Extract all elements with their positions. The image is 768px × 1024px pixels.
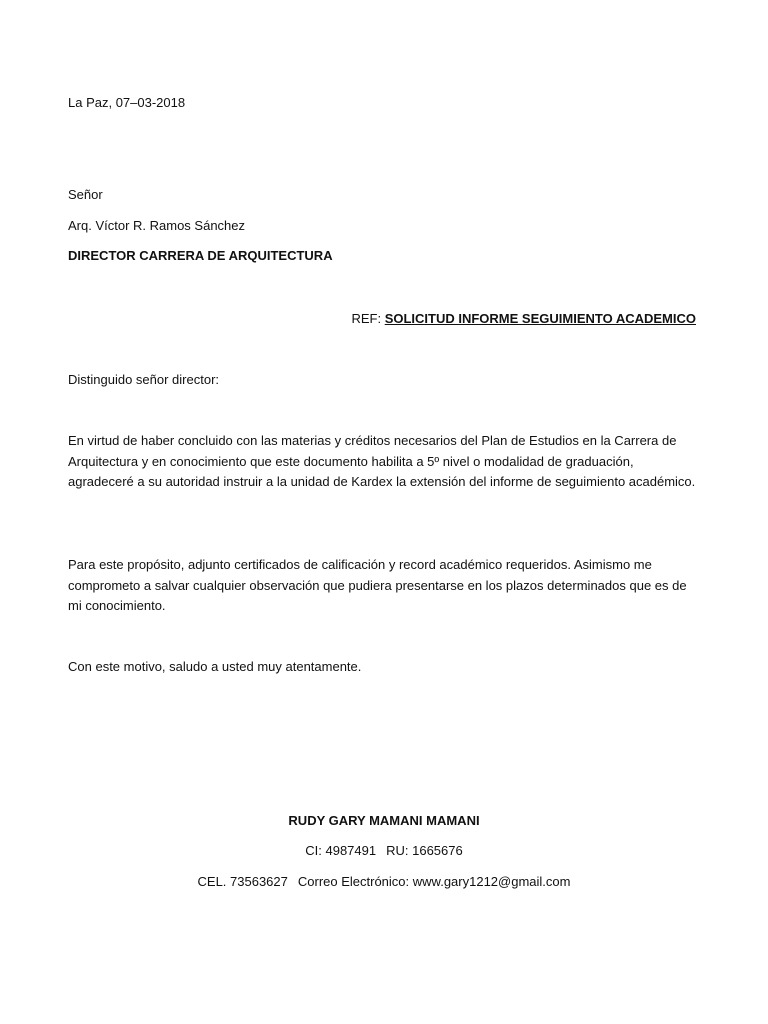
signature-ci: CI: 4987491 [305,843,377,858]
greeting: Distinguido señor director: [68,372,220,387]
signature-email: Correo Electrónico: www.gary1212@gmail.com [297,874,571,889]
place-date: La Paz, 07–03-2018 [68,95,186,110]
signature-name: RUDY GARY MAMANI MAMANI [288,813,480,828]
recipient-title: DIRECTOR CARRERA DE ARQUITECTURA [68,248,333,263]
body-paragraph-2: Para este propósito, adjunto certificados de calificación y record académico requeridos. Asimismo me comprometo a salvar cualquier observación que pudiera presentarse en los plazos determinados que es de mi conocimiento. [68,557,687,614]
salutation: Señor [68,187,103,202]
signature-cel: CEL. 73563627 [197,874,288,889]
signature-ru: RU: 1665676 [386,843,463,858]
signature-contact [0,874,768,890]
closing-line: Con este motivo, saludo a usted muy atentamente. [68,659,362,674]
reference-line [351,311,696,327]
reference-subject: SOLICITUD INFORME SEGUIMIENTO ACADEMICO [384,311,696,326]
recipient-name: Arq. Víctor R. Ramos Sánchez [68,218,246,233]
signature-ids [0,843,768,859]
body-paragraph-1: En virtud de haber concluido con las materias y créditos necesarios del Plan de Estudios en la Carrera de Arquitectura y en conocimiento que este documento habilita a 5º nivel o modalidad de graduación, agradeceré a su autoridad instruir a la unidad de Kardex la extensión del informe de seguimiento académico. [68,433,696,490]
reference-label: REF: [351,311,382,326]
